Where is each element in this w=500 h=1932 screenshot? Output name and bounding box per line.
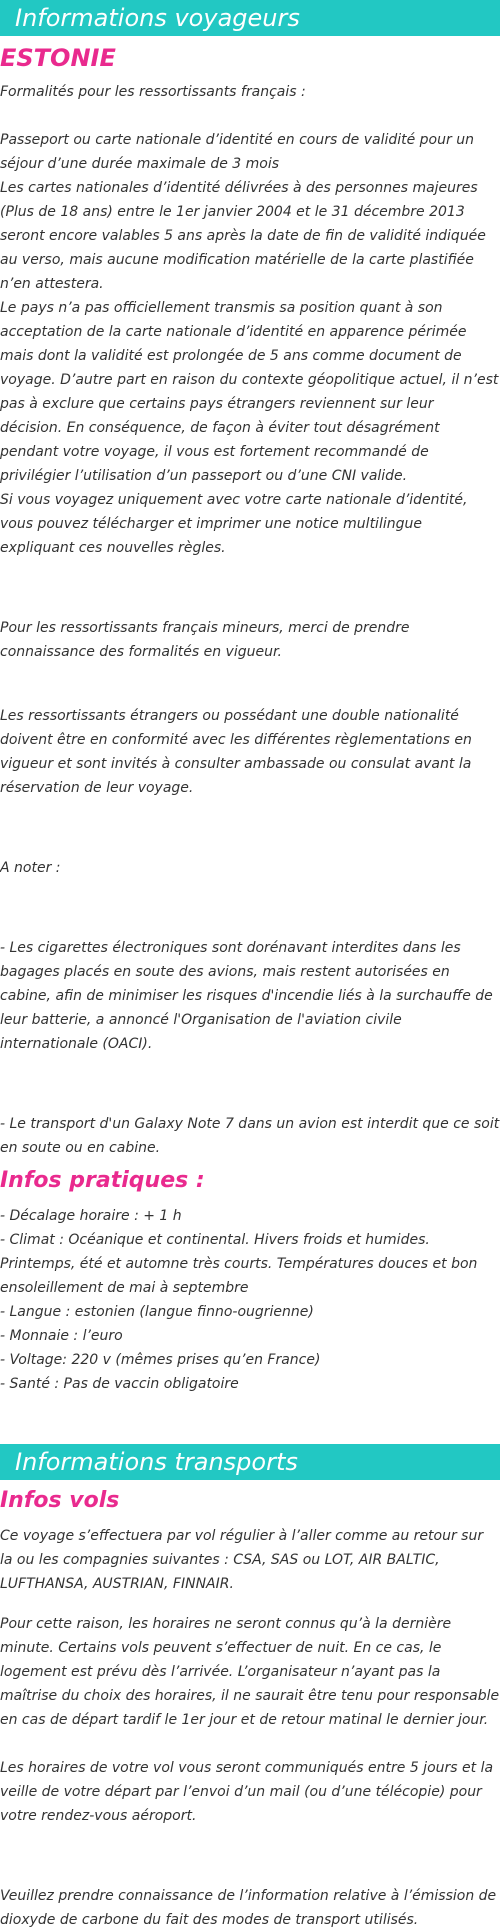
vols-paragraph-3: Les horaires de votre vol vous seront communiqués entre 5 jours et la veille de votre départ par l’envoi d’un mail (ou d’une télécopie) pour votre rendez-vous aéroport. <box>0 1760 494 1824</box>
infos-pratiques-item: - Monnaie : l’euro <box>0 1328 123 1344</box>
country-title: ESTONIE <box>0 44 116 72</box>
vols-paragraph-1: Ce voyage s’effectuera par vol régulier à l’aller comme au retour sur la ou les compagnies suivantes : CSA, SAS ou LOT, AIR BALTIC, LUFTHANSA, AUSTRIAN, FINNAIR. <box>0 1528 484 1592</box>
infos-pratiques-item: - Climat : Océanique et continental. Hivers froids et humides. Printemps, été et automne très courts. Températures douces et bon ensoleillement de mai à septembre <box>0 1232 478 1296</box>
formalites-intro: Formalités pour les ressortissants français : <box>0 84 306 100</box>
a-noter-label: A noter : <box>0 860 61 876</box>
formalites-line: Passeport ou carte nationale d’identité en cours de validité pour un séjour d’une durée maximale de 3 mois <box>0 132 474 172</box>
vols-paragraph-2: Pour cette raison, les horaires ne seront connus qu’à la dernière minute. Certains vols peuvent s’effectuer de nuit. En ce cas, le logement est prévu dès l’arrivée. L’organisateur n’ayant pas la maîtrise du choix des horaires, il ne saurait être tenu pour responsable en cas de départ tardif le 1er jour et de retour matinal le dernier jour. <box>0 1616 500 1728</box>
infos-pratiques-item: - Langue : estonien (langue finno-ougrienne) <box>0 1304 314 1320</box>
formalites-line: Le pays n’a pas officiellement transmis sa position quant à son acceptation de la carte nationale d’identité en apparence périmée mais dont la validité est prolongée de 5 ans comme document de voyage. D’autre part en raison du contexte géopolitique actuel, il n’est pas à exclure que certains pays étrangers reviennent sur leur décision. En conséquence, de façon à éviter tout désagrément pendant votre voyage, il vous est fortement recommandé de privilégier l’utilisation d’un passeport ou d’une CNI valide. <box>0 300 499 484</box>
infos-pratiques-item: - Décalage horaire : + 1 h <box>0 1208 182 1224</box>
vols-paragraph-4: Veuillez prendre connaissance de l’information relative à l’émission de dioxyde de carbone du fait des modes de transport utilisés. <box>0 1888 497 1928</box>
infos-pratiques-item: - Voltage: 220 v (mêmes prises qu’en France) <box>0 1352 321 1368</box>
infos-pratiques-item: - Santé : Pas de vaccin obligatoire <box>0 1376 239 1392</box>
mineurs-paragraph: Pour les ressortissants français mineurs, merci de prendre connaissance des formalités en vigueur. <box>0 620 410 660</box>
etrangers-paragraph: Les ressortissants étrangers ou possédant une double nationalité doivent être en conformité avec les différentes règlementations en vigueur et sont invités à consulter ambassade ou consulat avant la réservation de leur voyage. <box>0 708 472 796</box>
cigarettes-notice: - Les cigarettes électroniques sont dorénavant interdites dans les bagages placés en soute des avions, mais restent autorisées en cabine, afin de minimiser les risques d'incendie liés à la surchauffe de leur batterie, a annoncé l'Organisation de l'aviation civile internationale (OACI). <box>0 940 493 1052</box>
formalites-line: Si vous voyagez uniquement avec votre carte nationale d’identité, vous pouvez télécharger et imprimer une notice multilingue expliquant ces nouvelles règles. <box>0 492 468 556</box>
formalites-block <box>0 128 500 560</box>
formalites-line: Les cartes nationales d’identité délivrées à des personnes majeures (Plus de 18 ans) entre le 1er janvier 2004 et le 31 décembre 2013 seront encore valables 5 ans après la date de fin de validité indiquée au verso, mais aucune modification matérielle de la carte plastifiée n’en attestera. <box>0 180 486 292</box>
section-banner-voyageurs: Informations voyageurs <box>0 0 500 36</box>
infos-pratiques-title: Infos pratiques : <box>0 1168 205 1193</box>
infos-vols-title: Infos vols <box>0 1488 120 1513</box>
infos-pratiques-list <box>0 1204 500 1396</box>
galaxy-notice: - Le transport d'un Galaxy Note 7 dans un avion est interdit que ce soit en soute ou en cabine. <box>0 1116 500 1156</box>
section-banner-transports: Informations transports <box>0 1444 500 1480</box>
